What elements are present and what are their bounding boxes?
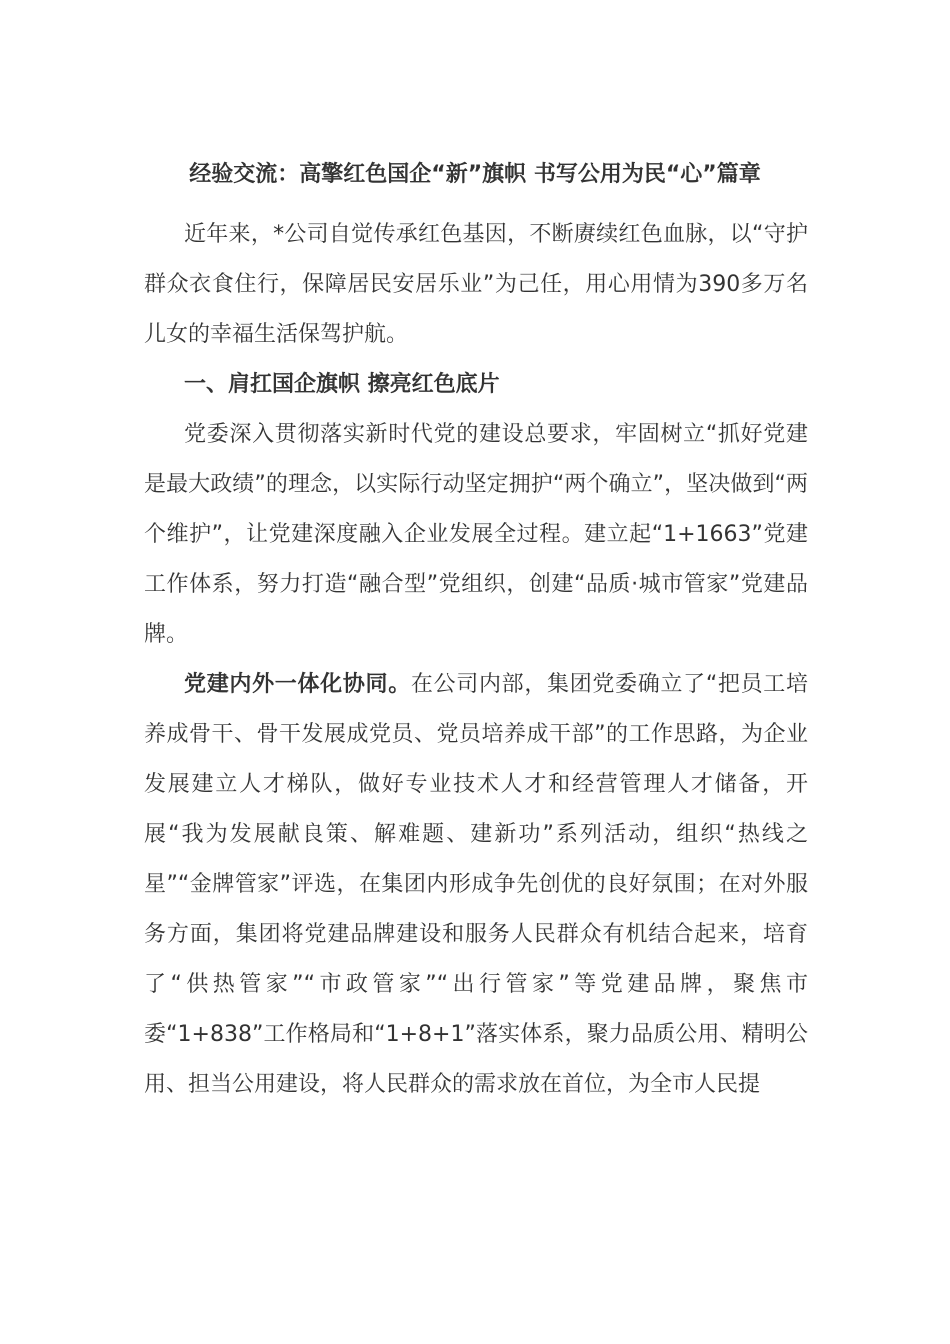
- document-body: [144, 210, 808, 1110]
- intro-paragraph: 近年来，*公司自觉传承红色基因，不断赓续红色血脉，以“守护群众衣食住行，保障居民安居乐业”为己任，用心用情为390多万名儿女的幸福生活保驾护航。: [144, 222, 808, 347]
- section-paragraph: 党委深入贯彻落实新时代党的建设总要求，牢固树立“抓好党建是最大政绩”的理念，以实际行动坚定拥护“两个确立”，坚决做到“两个维护”，让党建深度融入企业发展全过程。建立起“1+1663”党建工作体系，努力打造“融合型”党组织，创建“品质·城市管家”党建品牌。: [144, 422, 808, 647]
- body-paragraph: [144, 660, 808, 1110]
- paragraph-body: 在公司内部，集团党委确立了“把员工培养成骨干、骨干发展成党员、党员培养成干部”的工作思路，为企业发展建立人才梯队，做好专业技术人才和经营管理人才储备，开展“我为发展献良策、解难题、建新功”系列活动，组织“热线之星”“金牌管家”评选，在集团内形成争先创优的良好氛围；在对外服务方面，集团将党建品牌建设和服务人民群众有机结合起来，培育了“供热管家”“市政管家”“出行管家”等党建品牌，聚焦市委“1+838”工作格局和“1+8+1”落实体系，聚力品质公用、精明公用、担当公用建设，将人民群众的需求放在首位，为全市人民提: [144, 672, 808, 1097]
- paragraph-lead: 党建内外一体化协同。: [184, 672, 411, 697]
- section-heading: 一、肩扛国企旗帜 擦亮红色底片: [184, 372, 500, 397]
- document-title: 经验交流：高擎红色国企“新”旗帜 书写公用为民“心”篇章: [189, 162, 761, 187]
